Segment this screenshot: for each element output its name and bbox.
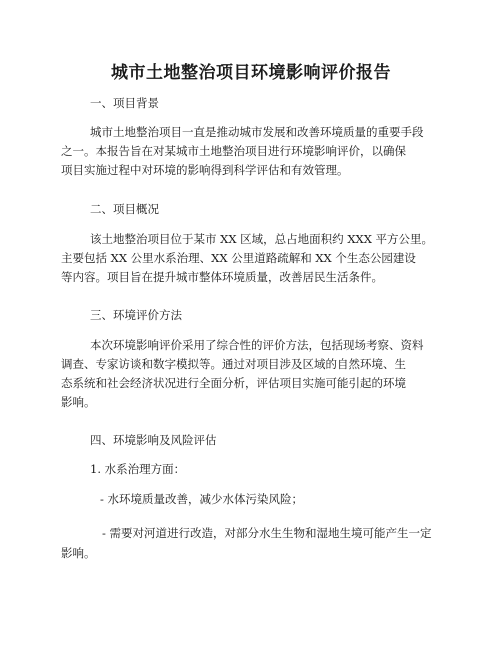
section-paragraph-method xyxy=(0,336,424,412)
paragraph-line: 等内容。项目旨在提升城市整体环境质量，改善居民生活条件。 xyxy=(61,270,383,284)
document-title: 城市土地整治项目环境影响评价报告 xyxy=(111,63,391,83)
section-paragraph-background xyxy=(0,123,424,180)
subsection-heading: 1. 水系治理方面： xyxy=(90,462,186,476)
paragraph-line: 调查、专家访谈和数字模拟等。通过对项目涉及区域的自然环境、生 xyxy=(61,357,406,371)
paragraph-line: 该土地整治项目位于某市 XX 区域，总占地面积约 XXX 平方公里。 xyxy=(90,232,434,246)
paragraph-line: 之一。本报告旨在对某城市土地整治项目进行环境影响评价，以确保 xyxy=(61,144,406,158)
list-item: - 水环境质量改善，减少水体污染风险； xyxy=(100,492,304,506)
section-heading-method: 三、环境评价方法 xyxy=(90,308,182,322)
paragraph-line: 态系统和社会经济状况进行全面分析，评估项目实施可能引起的环境 xyxy=(61,376,406,390)
paragraph-line: 影响。 xyxy=(61,395,96,409)
paragraph-line: 城市土地整治项目一直是推动城市发展和改善环境质量的重要手段 xyxy=(90,125,424,139)
paragraph-line: 主要包括 XX 公里水系治理、XX 公里道路疏解和 XX 个生态公园建设 xyxy=(61,251,416,265)
section-heading-background: 一、项目背景 xyxy=(90,96,159,110)
paragraph-line: 项目实施过程中对环境的影响得到科学评估和有效管理。 xyxy=(61,163,349,177)
list-item: - 需要对河道进行改造，对部分水生生物和湿地生境可能产生一定 xyxy=(102,526,432,540)
list-item-continuation: 影响。 xyxy=(61,546,96,560)
section-heading-overview: 二、项目概况 xyxy=(90,202,159,216)
paragraph-line: 本次环境影响评价采用了综合性的评价方法，包括现场考察、资料 xyxy=(90,338,424,352)
section-heading-impact: 四、环境影响及风险评估 xyxy=(90,433,217,447)
section-paragraph-overview xyxy=(0,230,433,287)
